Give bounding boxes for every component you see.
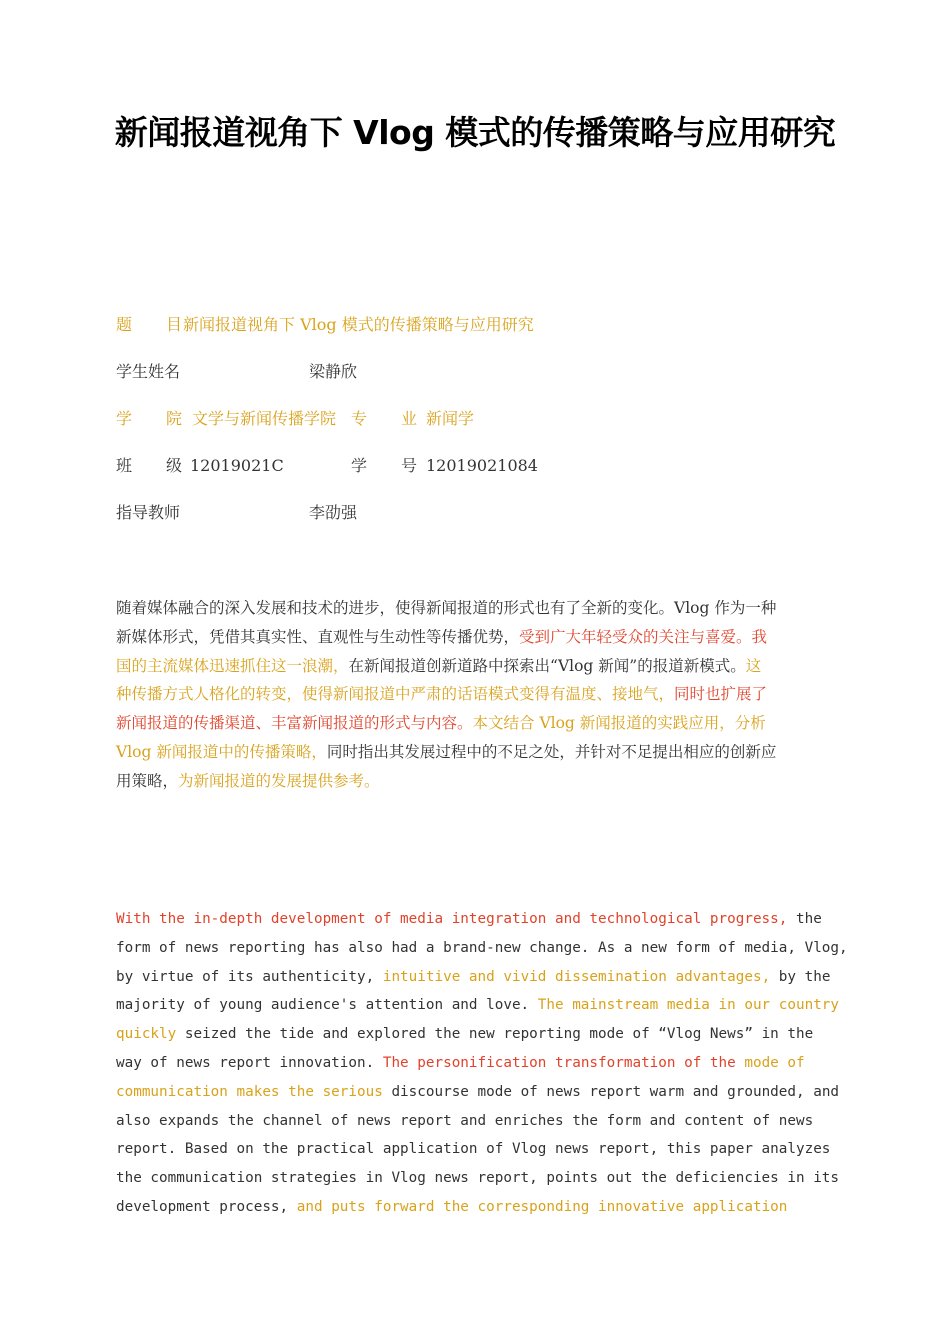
student-label: 学生姓名 (116, 362, 181, 381)
text-run: 用策略， (116, 771, 179, 790)
text-run: 在新闻报道创新道路中探索出“Vlog 新闻”的报道新模式。 (348, 656, 746, 675)
abstract-zh-line (116, 623, 828, 652)
abstract-en-line (116, 1020, 828, 1049)
highlight-run: 受到广大年轻受众的关注与喜爱。我 (519, 627, 768, 646)
abstract-en-line (116, 1193, 828, 1222)
highlight-run: intuitive and vivid dissemination advantages, (382, 968, 771, 985)
text-run: seized the tide and explored the new reporting mode of “Vlog News” in the (176, 1026, 814, 1043)
college-row (116, 408, 816, 430)
abstract-zh-line (116, 680, 828, 709)
text-run: 同时指出其发展过程中的不足之处，并针对不足提出相应的创新应 (326, 742, 777, 761)
class-label-1: 班 (116, 456, 133, 475)
abstract-english (116, 905, 848, 1222)
highlight-run: The mainstream media in our country (537, 997, 840, 1014)
highlight-run: 国的主流媒体迅速抓住这一浪潮， (116, 656, 349, 675)
topic-value: 新闻报道视角下 Vlog 模式的传播策略与应用研究 (183, 315, 534, 334)
highlight-run: Vlog 新闻报道中的传播策略， (116, 742, 327, 761)
abstract-zh-line (116, 594, 828, 623)
text-run: 随着媒体融合的深入发展和技术的进步，使得新闻报道的形式也有了全新的变化。Vlog 作为一种 (116, 599, 777, 617)
major-value: 新闻学 (426, 409, 475, 428)
abstract-zh-line (116, 652, 828, 681)
student-id-value: 12019021084 (426, 456, 538, 475)
student-value: 梁静欣 (309, 362, 358, 381)
highlight-run: With the in-depth development of media integration and technological progress, (116, 911, 788, 927)
text-run: by the (770, 968, 831, 985)
student-row (116, 361, 816, 383)
student-id-label-2: 号 (401, 456, 418, 475)
abstract-zh-line (116, 767, 828, 796)
class-row (116, 455, 816, 477)
highlight-run: and puts forward the corresponding innovative application (296, 1198, 788, 1215)
text-run: the communication strategies in Vlog news report, points out the deficiencies in its (116, 1170, 840, 1187)
highlight-run: 新闻报道的传播渠道、丰富新闻报道的形式与内容。 (116, 714, 473, 733)
text-run: report. Based on the practical application of Vlog news report, this paper analyzes (116, 1141, 831, 1158)
text-run: the (787, 911, 822, 927)
abstract-en-line (116, 1135, 831, 1164)
abstract-en-line (116, 991, 840, 1020)
text-run: discourse mode of news report warm and grounded, and (382, 1083, 840, 1100)
text-run: also expands the channel of news report and enriches the form and content of news (116, 1112, 814, 1129)
highlight-run: 同时也扩展了 (674, 685, 768, 704)
abstract-en-line (116, 1078, 840, 1107)
college-label-1: 学 (116, 409, 133, 428)
page-title: 新闻报道视角下 Vlog 模式的传播策略与应用研究 (114, 113, 836, 152)
abstract-en-line (116, 1049, 828, 1078)
highlight-run: 种传播方式人格化的转变，使得新闻报道中严肃的话语模式变得有温度、接地气， (116, 685, 675, 704)
abstract-chinese (116, 594, 828, 796)
class-label-2: 级 (166, 456, 183, 475)
college-label-2: 院 (166, 409, 183, 428)
major-label-2: 业 (401, 409, 418, 428)
class-value: 12019021C (190, 456, 284, 475)
highlight-run: 为新闻报道的发展提供参考。 (178, 771, 380, 790)
highlight-run: 这 (745, 656, 762, 675)
abstract-en-line (116, 1107, 828, 1136)
highlight-run: quickly (116, 1026, 177, 1043)
college-value: 文学与新闻传播学院 (192, 409, 337, 428)
abstract-zh-line (116, 738, 828, 767)
highlight-run: mode of (744, 1054, 805, 1071)
student-id-label-1: 学 (351, 456, 368, 475)
abstract-en-line (116, 963, 831, 992)
text-run: form of news reporting has also had a brand-new change. As a new form of media, Vlog, (116, 939, 848, 956)
abstract-en-line (116, 905, 828, 934)
topic-label-1: 题 (116, 315, 133, 334)
text-run: way of news report innovation. (116, 1054, 383, 1071)
text-run: 新媒体形式，凭借其真实性、直观性与生动性等传播优势， (116, 627, 520, 646)
highlight-run: 本文结合 Vlog 新闻报道的实践应用，分析 (472, 714, 766, 733)
advisor-label: 指导教师 (116, 503, 181, 522)
abstract-en-line (116, 934, 848, 963)
abstract-en-line (116, 1164, 840, 1193)
text-run: majority of young audience's attention and love. (116, 997, 538, 1014)
text-run: development process, (116, 1198, 297, 1215)
text-run: by virtue of its authenticity, (116, 968, 383, 985)
topic-row (116, 314, 816, 336)
highlight-run: The personification transformation of the (382, 1054, 745, 1071)
topic-label-2: 目 (166, 315, 183, 334)
highlight-run: communication makes the serious (116, 1083, 383, 1100)
major-label-1: 专 (351, 409, 368, 428)
advisor-value: 李劭强 (309, 503, 358, 522)
abstract-zh-line (116, 709, 828, 738)
advisor-row (116, 502, 816, 524)
